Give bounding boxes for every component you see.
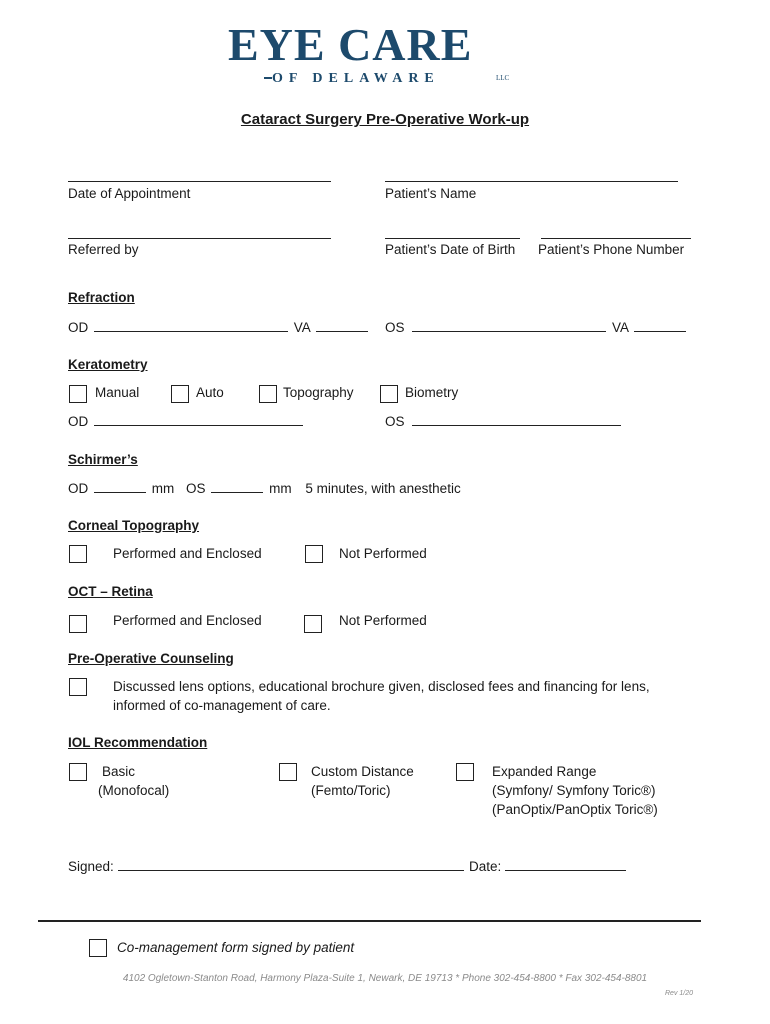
keratometry-od-label: OD	[68, 414, 89, 429]
date-field[interactable]	[505, 858, 626, 871]
iol-custom-checkbox[interactable]	[279, 763, 297, 781]
refraction-od-label: OD	[68, 320, 89, 335]
counseling-heading: Pre-Operative Counseling	[68, 651, 234, 666]
corneal-not-performed-label: Not Performed	[339, 546, 427, 561]
iol-expanded-sub2: (PanOptix/PanOptix Toric®)	[492, 802, 658, 817]
keratometry-od-field[interactable]	[94, 413, 303, 426]
schirmers-os-mm: mm	[269, 481, 292, 496]
date-row	[469, 858, 626, 874]
auto-checkbox[interactable]	[171, 385, 189, 403]
schirmers-os-field[interactable]	[211, 480, 263, 493]
biometry-label: Biometry	[405, 385, 459, 400]
schirmers-od-label: OD	[68, 481, 89, 496]
iol-heading: IOL Recommendation	[68, 735, 208, 750]
refraction-os-va-field[interactable]	[634, 319, 686, 332]
revision-label: Rev 1/20	[665, 990, 694, 997]
corneal-performed-checkbox[interactable]	[69, 545, 87, 563]
date-of-appointment-label: Date of Appointment	[68, 186, 191, 201]
counseling-checkbox[interactable]	[69, 678, 87, 696]
oct-retina-heading: OCT – Retina	[68, 584, 153, 599]
auto-label: Auto	[196, 385, 224, 400]
patient-dob-line[interactable]	[385, 238, 520, 239]
keratometry-os-field[interactable]	[412, 413, 621, 426]
comanagement-checkbox[interactable]	[89, 939, 107, 957]
schirmers-os-label: OS	[186, 481, 206, 496]
counseling-text-line1: Discussed lens options, educational brochure given, disclosed fees and financing for lens,	[113, 679, 650, 694]
oct-performed-checkbox[interactable]	[69, 615, 87, 633]
refraction-od-row	[68, 319, 368, 335]
refraction-od-va-field[interactable]	[316, 319, 368, 332]
refraction-od-field[interactable]	[94, 319, 288, 332]
schirmers-od-field[interactable]	[94, 480, 146, 493]
oct-performed-label: Performed and Enclosed	[113, 613, 262, 628]
refraction-os-row	[385, 319, 686, 335]
iol-basic-checkbox[interactable]	[69, 763, 87, 781]
address-footer: 4102 Ogletown-Stanton Road, Harmony Plaza-Suite 1, Newark, DE 19713 * Phone 302-454-8800 * Fax 302-454-8801	[122, 973, 648, 984]
keratometry-od-row	[68, 413, 303, 429]
counseling-text-line2: informed of co-management of care.	[113, 698, 331, 713]
eye-care-logo	[228, 19, 544, 90]
keratometry-os-row	[385, 413, 621, 429]
iol-custom-sub: (Femto/Toric)	[311, 783, 391, 798]
form-title: Cataract Surgery Pre-Operative Work-up	[240, 111, 530, 128]
footer-divider	[38, 920, 701, 922]
corneal-performed-label: Performed and Enclosed	[113, 546, 262, 561]
schirmers-row	[68, 480, 461, 496]
keratometry-heading: Keratometry	[68, 357, 148, 372]
iol-custom-label: Custom Distance	[311, 764, 414, 779]
iol-expanded-checkbox[interactable]	[456, 763, 474, 781]
refraction-os-va-label: VA	[612, 320, 629, 335]
iol-basic-sub: (Monofocal)	[98, 783, 170, 798]
patient-phone-label: Patient’s Phone Number	[538, 242, 685, 257]
signed-row	[68, 858, 464, 874]
keratometry-os-label: OS	[385, 414, 405, 429]
topography-label: Topography	[283, 385, 354, 400]
manual-checkbox[interactable]	[69, 385, 87, 403]
schirmers-heading: Schirmer’s	[68, 452, 138, 467]
refraction-os-field[interactable]	[412, 319, 606, 332]
logo-sub-text: OF DELAWARE	[272, 71, 440, 86]
date-label: Date:	[469, 859, 502, 874]
schirmers-note: 5 minutes, with anesthetic	[305, 481, 461, 496]
iol-expanded-label: Expanded Range	[492, 764, 597, 779]
refraction-heading: Refraction	[68, 290, 135, 305]
refraction-od-va-label: VA	[293, 320, 311, 335]
oct-not-performed-label: Not Performed	[339, 613, 427, 628]
comanagement-label: Co-management form signed by patient	[117, 940, 355, 955]
oct-not-performed-checkbox[interactable]	[304, 615, 322, 633]
logo-llc: LLC	[496, 74, 510, 82]
logo-rule	[264, 77, 272, 79]
patient-phone-line[interactable]	[541, 238, 691, 239]
patient-dob-label: Patient’s Date of Birth	[385, 242, 516, 257]
refraction-os-label: OS	[385, 320, 405, 335]
biometry-checkbox[interactable]	[380, 385, 398, 403]
signed-label: Signed:	[68, 859, 114, 874]
referred-by-label: Referred by	[68, 242, 139, 257]
corneal-not-performed-checkbox[interactable]	[305, 545, 323, 563]
corneal-topography-heading: Corneal Topography	[68, 518, 200, 533]
schirmers-od-mm: mm	[151, 481, 175, 496]
patient-name-label: Patient’s Name	[385, 186, 477, 201]
iol-basic-label: Basic	[102, 764, 136, 779]
logo-main-text: EYE CARE	[228, 19, 473, 70]
referred-by-line[interactable]	[68, 238, 331, 239]
signature-field[interactable]	[118, 858, 464, 871]
patient-name-line[interactable]	[385, 181, 678, 182]
date-of-appointment-line[interactable]	[68, 181, 331, 182]
topography-checkbox[interactable]	[259, 385, 277, 403]
iol-expanded-sub1: (Symfony/ Symfony Toric®)	[492, 783, 656, 798]
manual-label: Manual	[95, 385, 140, 400]
